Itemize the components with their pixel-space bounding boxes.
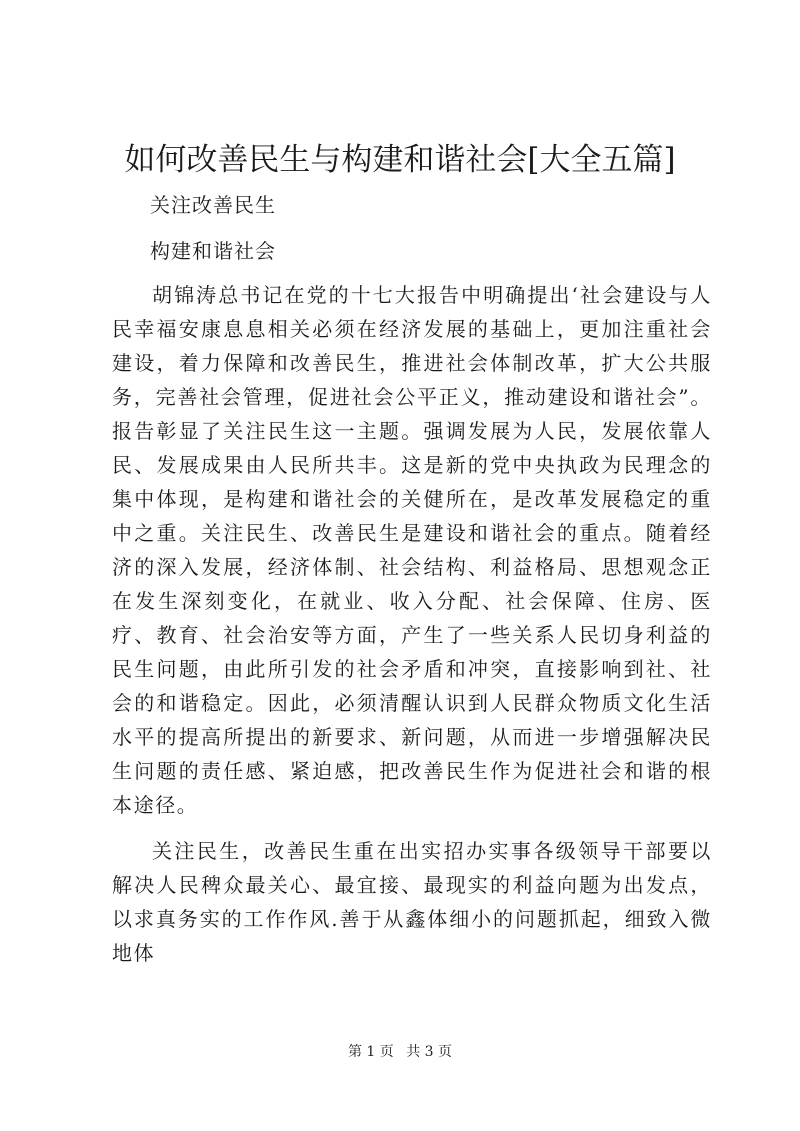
page-total: 共 3 页 (406, 1044, 453, 1060)
page-footer (0, 1042, 800, 1062)
subheading-1: 关注改善民生 (150, 193, 276, 217)
paragraph-2: 关注民生，改善民生重在出实招办实事各级领导干部要以解决人民稗众最关心、最宜接、最现实的利益向题为出发点，以求真务实的工作作风.善于从鑫体细小的问题抓起，细致入微地体 (112, 839, 712, 965)
paragraph-1: 胡锦涛总书记在党的十七大报告中明确提出‘社会建设与人民幸福安康息息相关必须在经济发展的基础上，更加注重社会建设，着力保障和改善民生，推进社会体制改革，扩大公共服务，完善社会管理，促进社会公平正义，推动建设和谐社会”。报告彰显了关注民生这一主题。强调发展为人民，发展依靠人民、发展成果由人民所共丰。这是新的党中央执政为民理念的集中体现，是构建和谐社会的关健所在，是改革发展稳定的重中之重。关注民生、改善民生是建设和谐社会的重点。随着经济的深入发展，经济体制、社会结构、利益格局、思想观念正在发生深刻变化，在就业、收入分配、社会保障、住房、医疗、教育、社会治安等方面，产生了一些关系人民切身利益的民生问题，由此所引发的社会矛盾和冲突，直接影响到社、社会的和谐稳定。因此，必须清醒认识到人民群众物质文化生活水平的提高所提出的新要求、新问题，从而进一步增强解决民生问题的责任感、紧迫感，把改善民生作为促进社会和谐的根本途径。 (112, 283, 712, 817)
document-body (112, 182, 712, 982)
subheading-2: 构建和谐社会 (150, 239, 276, 263)
page-number: 第 1 页 (347, 1044, 394, 1060)
document-title: 如何改善民生与构建和谐社会[大全五篇] (124, 142, 676, 178)
